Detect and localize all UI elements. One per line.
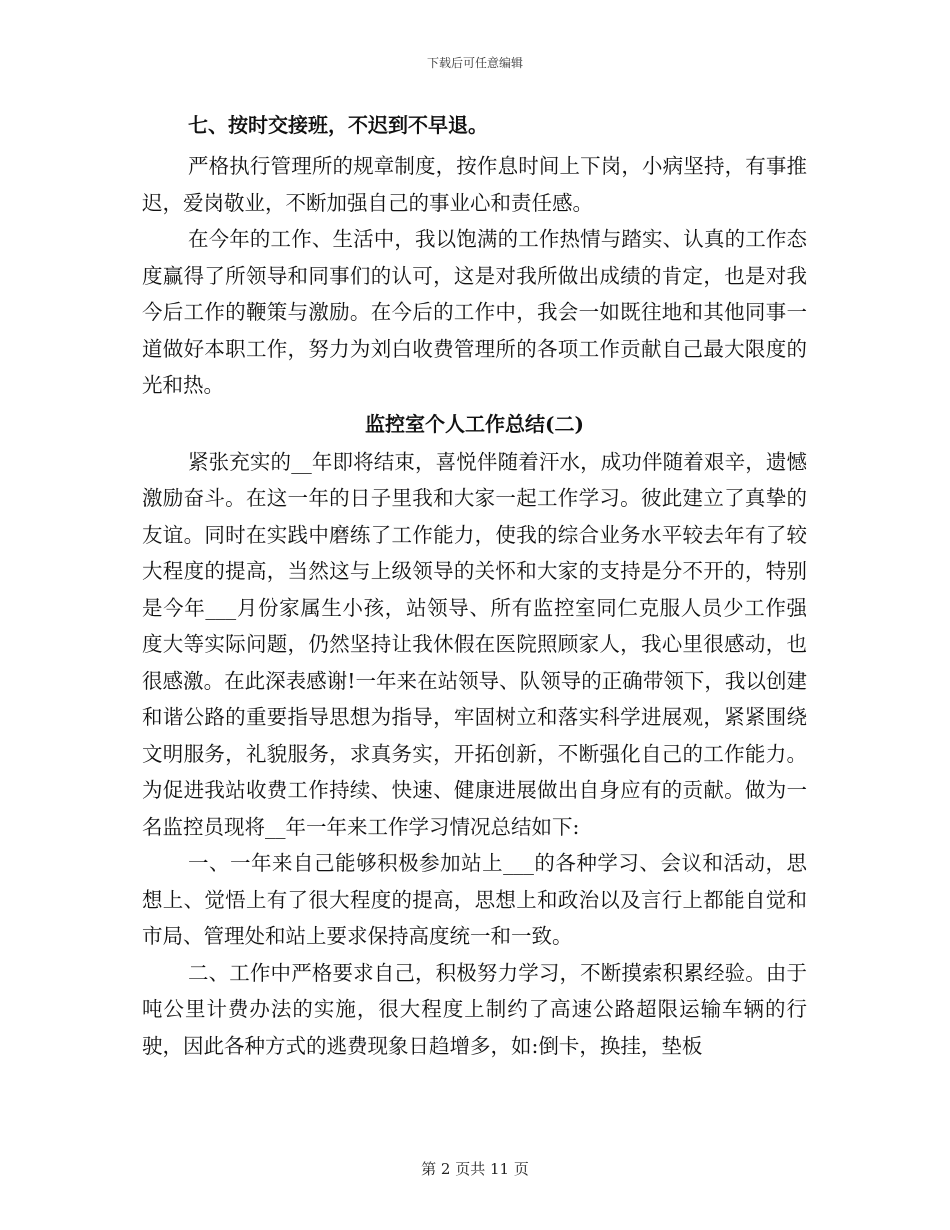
paragraph: 二、工作中严格要求自己，积极努力学习，不断摸索积累经验。由于吨公里计费办法的实施，很大程度上制约了高速公路超限运输车辆的行驶，因此各种方式的逃费现象日趋增多，如:倒卡，换挂，垫板 [142,960,807,1058]
document-body [142,110,807,1064]
section-heading: 七、按时交接班，不迟到不早退。 [188,113,488,137]
paragraph: 严格执行管理所的规章制度，按作息时间上下岗，小病坚持，有事推迟，爱岗敬业，不断加强自己的事业心和责任感。 [142,154,807,215]
paragraph: 紧张充实的__年即将结束，喜悦伴随着汗水，成功伴随着艰辛，遗憾激励奋斗。在这一年的日子里我和大家一起工作学习。彼此建立了真挚的友谊。同时在实践中磨练了工作能力，使我的综合业务水平较去年有了较大程度的提高，当然这与上级领导的关怀和大家的支持是分不开的，特别是今年___月份家属生小孩，站领导、所有监控室同仁克服人员少工作强度大等实际问题，仍然坚持让我休假在医院照顾家人，我心里很感动，也很感激。在此深表感谢!一年来在站领导、队领导的正确带领下，我以创建和谐公路的重要指导思想为指导，牢固树立和落实科学进展观，紧紧围绕文明服务，礼貌服务，求真务实，开拓创新，不断强化自己的工作能力。为促进我站收费工作持续、快速、健康进展做出自身应有的贡献。做为一名监控员现将__年一年来工作学习情况总结如下: [142,449,807,839]
paragraph: 一、一年来自己能够积极参加站上___的各种学习、会议和活动，思想上、觉悟上有了很大程度的提高，思想上和政治以及言行上都能自觉和市局、管理处和站上要求保持高度统一和一致。 [142,851,807,948]
page-number: 第 2 页共 11 页 [421,1160,529,1178]
page-header: 下载后可任意编辑 [426,56,523,70]
paragraph: 在今年的工作、生活中，我以饱满的工作热情与踏实、认真的工作态度赢得了所领导和同事们的认可，这是对我所做出成绩的肯定，也是对我今后工作的鞭策与激励。在今后的工作中，我会一如既往地和其他同事一道做好本职工作，努力为刘白收费管理所的各项工作贡献自己最大限度的光和热。 [142,227,807,397]
article-title: 监控室个人工作总结(二) [365,411,584,436]
